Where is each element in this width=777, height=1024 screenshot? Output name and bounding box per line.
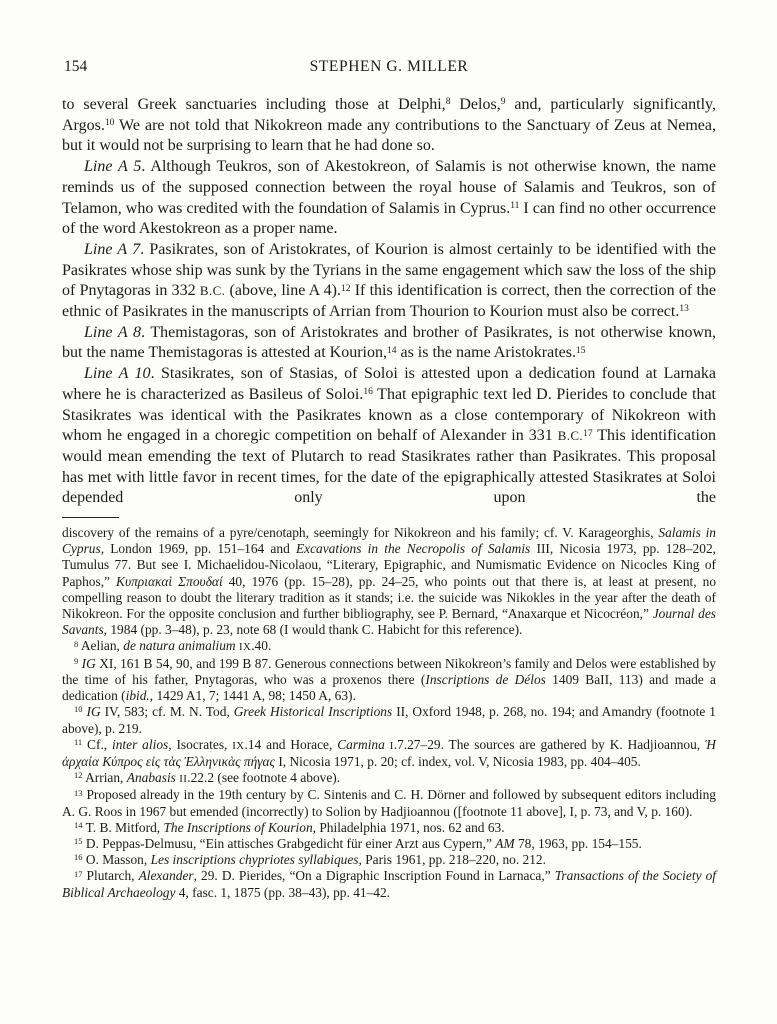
text-segment: Delos, xyxy=(450,96,501,113)
text-segment: 40, 1976 (pp. 15–28), pp. 24–25, who points out that there is, at least at present, no compelling reason to doubt the literary tradition as it stands; i.e. the suicide was Nikokles in the year after the death of Nikokreon. For the opposite conclusion and further bibliography, see P. Bernard, “Anaxarque et Nicocréon,” xyxy=(62,573,717,622)
text-segment: discovery of the remains of a pyre/cenotaph, seemingly for Nikokreon and his family; cf. V. Karageorghis, xyxy=(62,525,659,541)
text-segment: Journal des Savants xyxy=(62,606,716,638)
text-segment: IG xyxy=(81,655,96,671)
footnote-ref: 11 xyxy=(510,200,520,211)
text-segment: 78, 1963, pp. 154–155. xyxy=(514,835,642,851)
footnote-ref: 10 xyxy=(104,117,115,128)
footnote-ref: 10 xyxy=(74,704,83,715)
paragraph xyxy=(62,240,716,323)
text-segment: . Pasikrates, son of Aristokrates, of Kourion is almost certainly to be identified with the Pasikrates whose ship was sunk by the Tyrians in the same engagement which saw the loss of the ship of Pnytagoras in 332 xyxy=(62,240,717,300)
footnote-paragraph xyxy=(62,638,716,655)
text-segment: . Themistagoras, son of Aristokrates and brother of Pasikrates, is not otherwise known, but the name Themistagoras is attested at Kourion, xyxy=(62,323,716,362)
footnote-paragraph xyxy=(62,737,716,770)
paragraph xyxy=(62,364,716,509)
text-segment: (above, line A 4). xyxy=(225,282,341,300)
text-segment: , London 1969, pp. 151–164 and xyxy=(100,541,296,557)
text-segment: AM xyxy=(495,835,515,851)
footnote-ref: 15 xyxy=(74,836,83,847)
text-segment: Line A 7 xyxy=(84,240,141,258)
footnote-paragraph xyxy=(62,852,716,868)
text-segment: Ἡ ἀρχαία Κύπρος εἰς τὰς Ἑλληνικὰς πήγας xyxy=(62,736,716,769)
footnote-ref: 16 xyxy=(363,387,373,398)
footnote-ref: 12 xyxy=(340,283,351,294)
text-segment: Greek Historical Inscriptions xyxy=(233,704,393,720)
text-segment: IV, 583; cf. M. N. Tod, xyxy=(100,704,234,720)
text-segment: , Philadelphia 1971, nos. 62 and 63. xyxy=(312,819,505,835)
text-segment: .40. xyxy=(251,638,272,654)
footnote-ref: 9 xyxy=(74,655,79,666)
text-segment: Alexander xyxy=(138,868,194,884)
text-segment: inter alios xyxy=(112,736,169,752)
footnote-ref: 11 xyxy=(74,736,83,747)
body-text xyxy=(62,95,716,509)
footnote-ref: 16 xyxy=(74,852,83,863)
text-segment: .7.27–29. The sources are gathered by K. Hadjioannou, xyxy=(393,736,706,752)
text-segment: Line A 8 xyxy=(84,323,141,341)
footnote-ref: 8 xyxy=(74,638,79,649)
text-segment: IX xyxy=(238,641,252,654)
footnotes xyxy=(62,525,716,901)
text-segment: Plutarch, xyxy=(82,868,139,884)
text-segment: Proposed already in the 19th century by C. Sintenis and C. H. Dörner and followed by subsequent editors including A. G. Roos in 1967 but emended (incorrectly) to Solion by Hadjioannou ([footnote 11 above], I, p. 73, and V, p. 160). xyxy=(62,787,716,819)
paragraph xyxy=(62,95,716,157)
text-segment: Κυπριακαὶ Σπουδαί xyxy=(116,573,223,589)
text-segment: Cf., xyxy=(82,736,113,752)
text-segment: , 1429 A1, 7; 1441 A, 98; 1450 A, 63). xyxy=(149,688,356,704)
text-segment: Excavations in the Necropolis of Salamis xyxy=(295,541,531,557)
footnote-rule xyxy=(62,517,119,518)
text-segment: We are not told that Nikokreon made any contributions to the Sanctuary of Zeus at Nemea, but it would not be surprising to learn that he had done so. xyxy=(62,116,716,155)
footnote-ref: 12 xyxy=(74,770,83,781)
text-segment: XI, 161 B 54, 90, and 199 B 87. Generous connections between Nikokreon’s family and Delos were established by the time of his father, Pnytagoras, who was a proxenos there ( xyxy=(62,655,716,687)
text-segment: Carmina xyxy=(337,736,385,752)
footnote-ref: 13 xyxy=(679,304,689,315)
footnote-ref: 17 xyxy=(74,868,83,879)
footnote-ref: 15 xyxy=(575,345,586,356)
page-number: 154 xyxy=(64,58,88,75)
text-segment: Line A 5 xyxy=(84,158,142,176)
text-segment: II, Oxford 1948, p. 268, no. 194; and Amandry (footnote 1 above), p. 219. xyxy=(62,704,716,736)
text-segment: 1409 BaII, 113) and made a dedication ( xyxy=(62,671,716,704)
text-segment: de natura animalium xyxy=(123,638,236,654)
text-segment: and, particularly significantly, Argos. xyxy=(62,96,717,134)
text-segment: III, Nicosia 1973, pp. 128–202, Tumulus 77. But see I. Michaelidou-Nicolaou, “Literary, Epigraphic, and Numismatic Evidence on Nicocles King of Paphos,” xyxy=(62,541,716,589)
text-segment: D. Peppas-Delmusu, “Ein attisches Grabgedicht für einer Arzt aus Cypern,” xyxy=(82,835,496,851)
footnote-paragraph xyxy=(62,787,716,819)
footnote-ref: 8 xyxy=(445,97,451,108)
footnote-ref: 14 xyxy=(386,345,397,356)
text-segment: . Stasikrates, son of Stasias, of Soloi is attested upon a dedication found at Larnaka where he is characterized as Basileus of Soloi. xyxy=(62,365,717,403)
footnote-ref: 14 xyxy=(74,819,83,830)
paragraph xyxy=(62,157,716,240)
text-segment: ibid. xyxy=(125,688,150,704)
text-segment: The Inscriptions of Kourion xyxy=(163,819,313,835)
text-segment: Arrian, xyxy=(82,770,127,786)
footnote-paragraph xyxy=(62,820,716,836)
text-segment: IX xyxy=(232,739,245,752)
text-segment: B.C. xyxy=(557,428,584,444)
text-segment: Salamis in Cyprus xyxy=(62,525,716,557)
footnote-ref: 17 xyxy=(583,428,593,439)
text-segment: Inscriptions de Délos xyxy=(425,671,546,687)
text-segment: Line A 10 xyxy=(84,365,151,383)
text-segment: Aelian, xyxy=(78,638,124,654)
text-segment: .22.2 (see footnote 4 above). xyxy=(187,770,341,786)
text-segment: to several Greek sanctuaries including those at Delphi, xyxy=(62,96,446,113)
text-segment: I, Nicosia 1971, p. 20; cf. index, vol. V, Nicosia 1983, pp. 404–405. xyxy=(274,753,641,769)
footnote-paragraph xyxy=(62,656,716,705)
footnote-paragraph xyxy=(62,868,716,900)
text-segment: If this identification is correct, then the correction of the ethnic of Pasikrates in the manuscripts of Arrian from Thourion to Kourion must also be correct. xyxy=(62,282,716,321)
text-segment: . Although Teukros, son of Akestokreon, of Salamis is not otherwise known, the name reminds us of the supposed connection between the royal house of Salamis and Teukros, son of Telamon, who was credited with the foundation of Salamis in Cyprus. xyxy=(62,158,717,217)
text-segment: IG xyxy=(86,704,101,720)
running-head: STEPHEN G. MILLER xyxy=(309,58,469,75)
text-segment: B.C. xyxy=(199,283,226,299)
text-segment: O. Masson, xyxy=(82,852,151,868)
text-segment: , 29. D. Pierides, “On a Digraphic Inscription Found in Larnaca,” xyxy=(193,868,555,884)
footnote-paragraph xyxy=(62,836,716,852)
text-segment: , Isocrates, xyxy=(168,736,233,752)
paragraph xyxy=(62,323,716,364)
text-segment: II xyxy=(179,773,188,786)
text-segment: Transactions of the Society of Biblical Archaeology xyxy=(62,868,716,900)
footnote-ref: 13 xyxy=(74,787,83,798)
text-segment: , Paris 1961, pp. 218–220, no. 212. xyxy=(358,852,546,868)
footnote-paragraph xyxy=(62,704,716,736)
text-segment: .14 and Horace, xyxy=(244,736,338,752)
text-segment: T. B. Mitford, xyxy=(82,819,164,835)
footnote-paragraph xyxy=(62,525,716,638)
text-segment: Les inscriptions chypriotes syllabiques xyxy=(150,852,359,868)
text-segment: I can find no other occurrence of the word Akestokreon as a proper name. xyxy=(62,199,717,238)
text-segment: as is the name Aristokrates. xyxy=(396,344,576,362)
text-segment: I xyxy=(389,739,394,752)
text-segment: That epigraphic text led D. Pierides to conclude that Stasikrates was identical with the Pasikrates known as a close contemporary of Nikokreon with whom he engaged in a choregic competition on behalf of Alexander in 331 xyxy=(62,385,717,445)
footnote-paragraph xyxy=(62,770,716,787)
page-header xyxy=(62,58,716,78)
text-segment: Anabasis xyxy=(126,770,176,786)
text-segment: , 1984 (pp. 3–48), p. 23, note 68 (I would thank C. Habicht for this reference). xyxy=(103,622,523,638)
text-segment: 4, fasc. 1, 1875 (pp. 38–43), pp. 41–42. xyxy=(175,884,391,900)
footnote-ref: 9 xyxy=(500,97,506,108)
text-segment: This identification would mean emending the text of Plutarch to read Stasikrates rather than Pasikrates. This proposal has met with little favor in recent times, for the date of the epigraphically attested Stasikrates at Soloi depended only upon the xyxy=(62,427,716,507)
